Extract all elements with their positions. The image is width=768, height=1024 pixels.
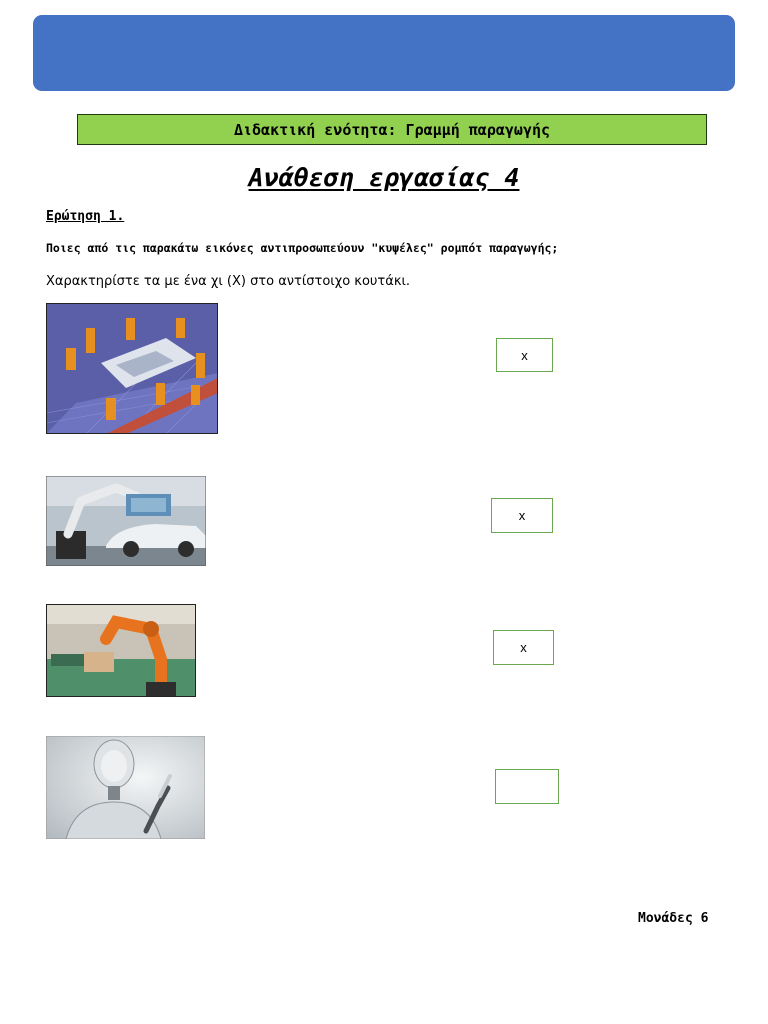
question-instruction: Χαρακτηρίστε τα με ένα χι (Χ) στο αντίστοιχο κουτάκι. [46, 274, 411, 289]
checkbox-2-mark: x [518, 508, 526, 523]
checkbox-4[interactable] [495, 769, 559, 804]
header-banner [33, 15, 735, 91]
unit-title: Διδακτική ενότητα: Γραμμή παραγωγής [233, 120, 551, 139]
checkbox-3[interactable] [493, 630, 554, 665]
points-label: Μονάδες 6 [638, 911, 709, 926]
question-label: Ερώτηση 1. [46, 209, 125, 224]
orange-robot-arm-packaging-image [46, 604, 196, 697]
checkbox-1[interactable] [496, 338, 553, 372]
humanoid-robot-image [46, 736, 205, 839]
assignment-title: Ανάθεση εργασίας 4 [248, 163, 520, 192]
robot-assembly-line-image [46, 303, 218, 434]
checkbox-2[interactable] [491, 498, 553, 533]
robot-arm-car-welding-image [46, 476, 206, 566]
checkbox-3-mark: x [520, 640, 527, 655]
checkbox-1-mark: x [521, 347, 528, 363]
unit-title-box [77, 114, 707, 145]
question-text: Ποιες από τις παρακάτω εικόνες αντιπροσωπεύουν "κυψέλες" ρομπότ παραγωγής; [46, 241, 559, 255]
